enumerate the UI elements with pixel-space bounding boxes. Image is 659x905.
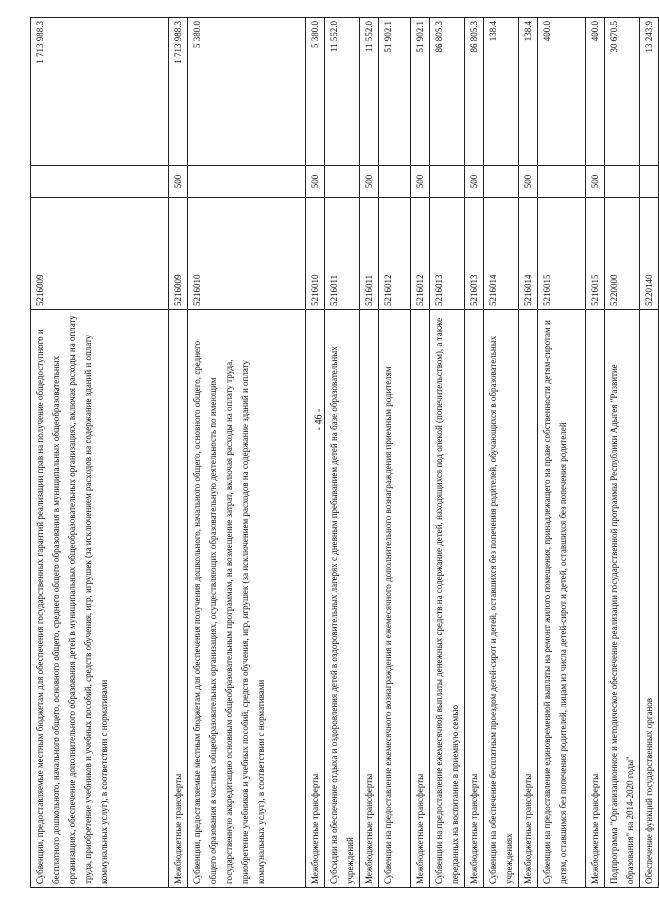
row-expense-type [188, 166, 306, 198]
row-code: 5216012 [411, 198, 430, 310]
row-amount: 86 805.3 [465, 18, 484, 166]
row-amount: 5 380.0 [306, 18, 325, 166]
row-expense-type [31, 166, 169, 198]
row-expense-type: 500 [465, 166, 484, 198]
row-expense-type: 500 [586, 166, 605, 198]
row-amount: 1 713 988.3 [169, 18, 188, 166]
row-description: Субвенции на предоставление ежемесячного вознаграждения и ежемесячного дополнительного вознаграждения приемным родителям [379, 310, 411, 888]
row-description: Субсидии на обеспечение отдыха и оздоровления детей в оздоровительных лагерях с дневным пребыванием детей на базе образовательных учреждений [325, 310, 360, 888]
row-amount: 400.0 [586, 18, 605, 166]
row-description: Субвенции, предоставляемые местным бюджетам для обеспечения получения дошкольного, начального общего, основного общего, среднего общего образования в частных общеобразовательных организациях, осуществляющих образовательную деятельность по имеющим государственную аккредитацию основным общеобразовательным программам, на возмещение затрат, включая расходы на оплату труда, приобретение учебников и учебных пособий, средств обучения, игр, игрушек (за исключением расходов на содержание зданий и оплату коммунальных услуг), в соответствии с нормативами [188, 310, 306, 888]
row-description: Межбюджетные трансферты [169, 310, 188, 888]
row-expense-type [379, 166, 411, 198]
row-description: Подпрограмма "Организационное и методическое обеспечение реализации государственной программы Республики Адыгея "Развитие образования" на 2014-2020 годы" [605, 310, 640, 888]
row-code: 5216010 [306, 198, 325, 310]
row-amount: 11 552.0 [360, 18, 379, 166]
row-description: Субвенции на обеспечение бесплатным проездом детей-сирот и детей, оставшихся без попечения родителей, обучающихся в образовательных учреждениях [484, 310, 519, 888]
row-description: Обеспечение функций государственных органов [640, 310, 659, 888]
row-expense-type [538, 166, 586, 198]
row-code: 5216012 [379, 198, 411, 310]
table-row [360, 18, 379, 888]
row-description: Межбюджетные трансферты [360, 310, 379, 888]
row-description: Субвенции на предоставление единовременной выплаты на ремонт жилого помещения, принадлежащего на праве собственности детям-сиротам и детям, оставшимся без попечения родителей, лицам из числа детей-сирот и детей, оставшихся без попечения родителей [538, 310, 586, 888]
row-amount: 11 552.0 [325, 18, 360, 166]
table-row [605, 18, 640, 888]
row-code: 5216014 [519, 198, 538, 310]
row-amount: 51 902.1 [411, 18, 430, 166]
table-row [538, 18, 586, 888]
table-row [586, 18, 605, 888]
row-expense-type: 500 [169, 166, 188, 198]
row-code: 5216009 [31, 198, 169, 310]
table-row [519, 18, 538, 888]
row-code: 5220140 [640, 198, 659, 310]
row-code: 5216014 [484, 198, 519, 310]
row-description: Межбюджетные трансферты [306, 310, 325, 888]
table-row [640, 18, 659, 888]
row-amount: 5 380.0 [188, 18, 306, 166]
row-code: 5220000 [605, 198, 640, 310]
row-expense-type: 500 [306, 166, 325, 198]
row-amount: 138.4 [484, 18, 519, 166]
table-row [188, 18, 306, 888]
table-row [411, 18, 430, 888]
budget-table [30, 17, 659, 888]
row-amount: 138.4 [519, 18, 538, 166]
table-row [465, 18, 484, 888]
table-row [169, 18, 188, 888]
row-description: Межбюджетные трансферты [586, 310, 605, 888]
row-description: Субвенции на предоставление ежемесячной выплаты денежных средств на содержание детей, находящихся под опекой (попечительством), а также переданных на воспитание в приемную семью [430, 310, 465, 888]
row-description: Межбюджетные трансферты [411, 310, 430, 888]
row-amount: 86 805.3 [430, 18, 465, 166]
row-code: 5216015 [586, 198, 605, 310]
row-expense-type: 500 [360, 166, 379, 198]
table-row [325, 18, 360, 888]
row-expense-type [605, 166, 640, 198]
row-expense-type: 500 [411, 166, 430, 198]
row-code: 5216015 [538, 198, 586, 310]
row-expense-type [484, 166, 519, 198]
row-code: 5216013 [430, 198, 465, 310]
row-code: 5216013 [465, 198, 484, 310]
row-code: 5216011 [325, 198, 360, 310]
row-code: 5216010 [188, 198, 306, 310]
page-number: - 46 - [313, 408, 325, 431]
row-amount: 400.0 [538, 18, 586, 166]
rotated-table-page [30, 18, 654, 888]
row-amount: 51 902.1 [379, 18, 411, 166]
budget-table-body [31, 18, 659, 888]
row-description: Межбюджетные трансферты [519, 310, 538, 888]
row-description: Межбюджетные трансферты [465, 310, 484, 888]
row-code: 5216009 [169, 198, 188, 310]
table-row [430, 18, 465, 888]
row-expense-type [325, 166, 360, 198]
table-row [484, 18, 519, 888]
table-row [379, 18, 411, 888]
row-expense-type [640, 166, 659, 198]
row-amount: 13 243.9 [640, 18, 659, 166]
table-row [31, 18, 169, 888]
row-amount: 30 670.5 [605, 18, 640, 166]
row-code: 5216011 [360, 198, 379, 310]
row-description: Субвенции, предоставляемые местным бюджетам для обеспечения государственных гарантий реализации прав на получение общедоступного и бесплатного дошкольного, начального общего, основного общего, среднего общего образования в муниципальных общеобразовательных организациях, обеспечение дополнительного образования детей в муниципальных общеобразовательных организациях, включая расходы на оплату труда, приобретение учебников и учебных пособий, средств обучения, игр, игрушек (за исключением расходов на содержание зданий и оплату коммунальных услуг), в соответствии с нормативами [31, 310, 169, 888]
row-expense-type: 500 [519, 166, 538, 198]
table-row [306, 18, 325, 888]
row-amount: 1 713 988.3 [31, 18, 169, 166]
row-expense-type [430, 166, 465, 198]
